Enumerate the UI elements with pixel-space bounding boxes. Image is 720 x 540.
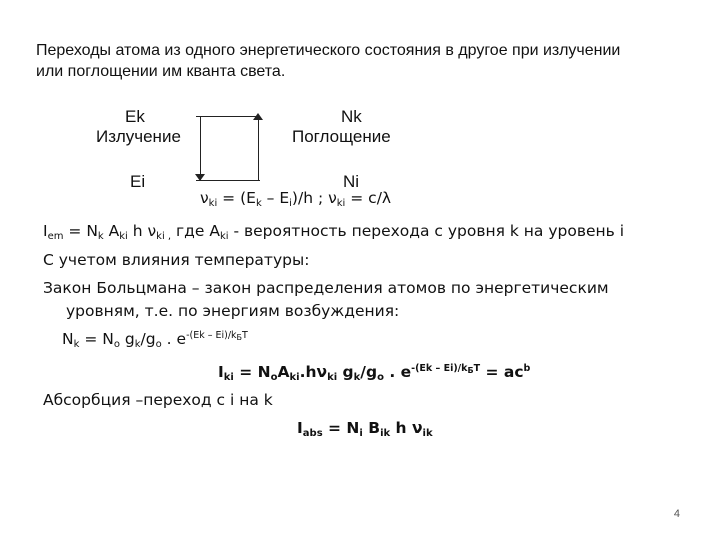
level-nk-label: Nk [341,107,362,126]
absorption-line: Абсорбция –переход с i на k [43,391,273,409]
page-number: 4 [673,508,680,520]
absorption-arrow-icon [252,113,264,121]
level-ni-label: Ni [343,172,360,191]
boltzmann-line-1: Закон Больцмана – закон распределения атомов по энергетическим [43,279,609,297]
intro-text [36,40,620,82]
level-ei-label: Ei [130,172,146,191]
line-intensity-formula: $I_{ki} = N_oA_{ki}.h\nu_{ki}$ $g_k/g_o$ . $e^{-(Ek - Ei)/k_БT} = ac^b$ [218,363,531,383]
emission-label: Излучение [96,127,181,146]
emission-arrow-icon [194,174,206,182]
level-ek-label: Ek [125,107,145,126]
absorption-label: Поглощение [292,127,391,146]
emission-transition-line [200,116,201,180]
frequency-formula: $\nu_{ki} = (E_k - E_i)/h$ ; $\nu_{ki} = c/\lambda$ [200,189,392,209]
intro-line-1: Переходы атома из одного энергетического состояния в другое при излучении [36,42,621,59]
upper-level-line [196,116,260,117]
boltzmann-line-2: уровням, т.е. по энергиям возбуждения: [66,302,400,320]
absorption-transition-line [258,116,259,180]
boltzmann-formula: $N_k = N_o$ $g_k/g_o$ . $e^{-(Ek - Ei)/k_БT}$ [62,330,248,350]
emission-intensity-formula: $I_{em} = N_k$ $A_{ki}$ h $\nu_{ki ,}$ где $A_{ki}$ - вероятность перехода с уровня k на уровень i [43,222,625,242]
intro-line-2: или поглощении им кванта света. [36,63,286,80]
absorption-intensity-formula: $I_{abs} = N_i$ $B_{ik}$ h $\nu_{ik}$ [297,419,433,439]
temperature-line: С учетом влияния температуры: [43,251,310,269]
